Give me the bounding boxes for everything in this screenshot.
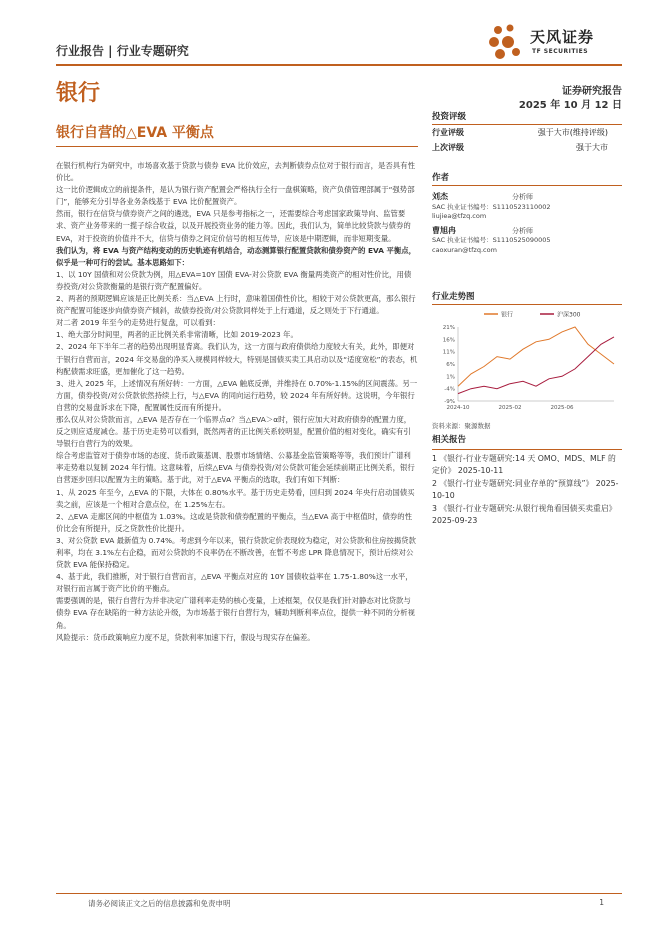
author-name: 刘杰 xyxy=(432,192,448,201)
breadcrumb: 行业报告 | 行业专题研究 xyxy=(56,44,189,58)
prev-rating-value: 强于大市 xyxy=(576,143,608,152)
legend-label: 银行 xyxy=(501,311,514,319)
x-tick-label: 2025-06 xyxy=(550,405,574,411)
risk-warning: 风险提示：货币政策响应力度不足，贷款利率加速下行，假设与现实存在偏差。 xyxy=(56,632,315,642)
logo-sub: TF SECURITIES xyxy=(532,48,589,55)
prev-rating-row xyxy=(432,140,622,155)
page-number: 1 xyxy=(599,898,604,907)
related-item[interactable]: 2 《银行-行业专题研究:同业存单的“预算线”》 2025-10-10 xyxy=(432,478,619,500)
paragraph: 在银行机构行为研究中，市场喜欢基于贷款与债券 EVA 比价效应，去判断债券点位对于银行而言，是否具有性价比。 xyxy=(56,161,415,183)
paragraph: 4、基于此，我们推断，对于银行自营而言，△EVA 平衡点对应的 10Y 国债收益率在 1.75-1.80%这一水平，对银行而言属于资产比价的平衡点。 xyxy=(56,572,413,594)
legend-label: 沪深300 xyxy=(557,311,581,319)
paragraph: 1、以 10Y 国债和对公贷款为例，用△EVA=10Y 国债 EVA-对公贷款 EVA 衡量两类资产的相对性价比，用债券投资/对公贷款衡量的是银行资产配置偏好。 xyxy=(56,269,412,291)
series-line xyxy=(458,337,614,394)
report-type: 证券研究报告 xyxy=(562,86,622,97)
body-text xyxy=(56,160,418,644)
author-email[interactable]: liujiea@tfzq.com xyxy=(432,212,487,220)
industry-rating-value: 强于大市(维持评级) xyxy=(537,128,608,137)
related-item[interactable]: 3 《银行-行业专题研究:从银行视角看国债买卖重启》 2025-09-23 xyxy=(432,503,617,525)
paragraph: 综合考虑监管对于债券市场的态度、货币政策基调、股票市场情绪、公募基金监管策略等等，我们预计广谱利率走势难以复制 2024 年行情。这意味着，后续△EVA 与债券投资/对公贷款可能会延续前期正比例关系，银行自营逐步回归以配置为主的策略。基于此，对于△EVA 平衡点的选取，我们有如下判断： xyxy=(56,451,415,485)
footer-rule xyxy=(56,893,622,894)
paragraph: 3、对公贷款 EVA 最新值为 0.74%。考虑到今年以来，银行贷款定价表现较为稳定，对公贷款和住房按揭贷款利率，均在 3.1%左右企稳，而对公贷款的不良率仍在不断改善，在暂不考虑 LPR 降息情况下，预计后续对公贷款 EVA 能保持稳定。 xyxy=(56,535,416,570)
author-block xyxy=(432,226,622,256)
paragraph: 2、△EVA 走廊区间的中枢值为 1.03%。这或是贷款和债券配置的平衡点，当△EVA 高于中枢值时，债券的性价比会有所提升，反之贷款性价比提升。 xyxy=(56,511,413,533)
author-cert: SAC 执业证书编号：S1110523110002 xyxy=(432,202,551,211)
paragraph: 这一比价逻辑成立的前提条件，是认为银行资产配置会严格执行全行一盘棋策略，资产负债管理部属于“强势部门”，能够充分引导各业务条线基于 EVA 比价配置资产。 xyxy=(56,185,415,207)
y-tick-label: 1% xyxy=(446,374,455,381)
y-tick-label: 16% xyxy=(442,337,455,344)
industry-rating-row xyxy=(432,125,622,140)
page-title: 银行自营的△EVA 平衡点 xyxy=(56,125,214,141)
trend-chart xyxy=(432,305,622,415)
author-role: 分析师 xyxy=(512,193,533,201)
author-block xyxy=(432,192,622,222)
paragraph: 2、两者的预期逻辑应该是正比例关系：当△EVA 上行时，意味着国债性价比，相较于对公贷款更高，那么银行资产配置可能逐步向债券资产倾斜，故债券投资/对公贷款同样处于上行通道，反之则处于下行通道。 xyxy=(56,294,416,316)
title-rule xyxy=(56,146,418,147)
author-role: 分析师 xyxy=(512,226,533,235)
footer-disclaimer: 请务必阅读正文之后的信息披露和免责申明 xyxy=(88,899,231,908)
invest-rating-header: 投资评级 xyxy=(432,110,622,125)
x-tick-label: 2024-10 xyxy=(446,405,470,411)
y-tick-label: 21% xyxy=(442,325,455,331)
sidebar xyxy=(432,110,622,255)
author-header: 作者 xyxy=(432,171,622,186)
paragraph: 对二者 2019 年至今的走势进行复盘，可以看到： xyxy=(56,318,220,328)
trend-chart-section xyxy=(432,290,622,430)
paragraph: 1、从 2025 年至今，△EVA 的下限，大体在 0.80%水平。基于历史走势看，回归到 2024 年央行启动国债买卖之前，应该是一个相对合意点位，在 1.25%左右。 xyxy=(56,487,415,509)
paragraph: 需要强调的是，银行自营行为并非决定广谱利率走势的核心变量，上述框架，仅仅是我们针对静态对比贷款与债券 EVA 存在缺陷的一种方法论升级，为市场基于银行自营行为，辅助判断利率点位，提供一种不同的分析视角。 xyxy=(56,596,415,630)
header-rule xyxy=(56,64,622,66)
series-line xyxy=(458,327,614,386)
y-tick-label: 11% xyxy=(442,349,455,356)
prev-rating-label: 上次评级 xyxy=(432,143,464,152)
industry-rating-label: 行业评级 xyxy=(432,128,464,137)
paragraph: 那么仅从对公贷款而言，△EVA 是否存在一个临界点α？当△EVA＞α时，银行应加大对政府债券的配置力度，反之则应适度减仓。基于历史走势可以看到，既然两者的正比例关系较明显，配置价值的相对变化，确实有引导银行自营行为的效果。 xyxy=(56,414,412,449)
y-tick-label: -4% xyxy=(444,386,455,393)
y-tick-label: -9% xyxy=(444,399,455,405)
industry-title: 银行 xyxy=(56,81,101,106)
author-cert: SAC 执业证书编号：S1110525090005 xyxy=(432,236,551,244)
paragraph: 我们认为，将 EVA 与资产结构变动的历史轨迹有机结合，动态测算银行配置贷款和债券资产的 EVA 平衡点，似乎是一种可行的尝试。基本思路如下： xyxy=(56,245,417,267)
chart-source: 资料来源：聚源数据 xyxy=(432,422,491,430)
related-reports xyxy=(432,434,622,528)
x-tick-label: 2025-02 xyxy=(498,405,522,411)
paragraph: 2、2024 年下半年二者的趋势出现明显背离。我们认为，这一方面与政府债供给力度较大有关，此外，即便对于银行自营而言，2024 年交易盘的净买入规模同样较大，特别是国债买卖工具启动以及“适度宽松”的表态，机构配债需求旺盛，更加催化了这一趋势。 xyxy=(56,342,418,376)
paragraph: 3、进入 2025 年，上述情况有所好转：一方面，△EVA 触底反弹，并维持在 0.70%-1.15%的区间震荡。另一方面，债券投资/对公贷款依然持续上行，与△EVA 的同向运行趋势，较 2024 年有所好转。这说明，今年银行自营的交易盘诉求在下降，配置属性反而有所提升。 xyxy=(56,378,418,412)
y-tick-label: 6% xyxy=(446,362,455,368)
trend-header: 行业走势图 xyxy=(432,290,622,305)
author-name: 曹旭冉 xyxy=(432,225,456,235)
author-email[interactable]: caoxuran@tfzq.com xyxy=(432,245,497,254)
related-item[interactable]: 1 《银行-行业专题研究:14 天 OMO、MDS、MLF 的定价》 2025-10-11 xyxy=(432,453,616,475)
paragraph: 然而，银行在信贷与债券资产之间的遴选，EVA 只是参考指标之一，还需要综合考虑国家政策导向、监管要求、资产业务带来的一揽子综合收益，以及开展投资业务的能力等。因此，我们认为，简单比较贷款与债券的 EVA，对于投资的价值并不大，信贷与债券之间定价信号的相互传导，应该是中期逻辑，而非短期变量。 xyxy=(56,209,411,243)
logo-name: 天风证券 xyxy=(530,28,595,46)
paragraph: 1、绝大部分时间里，两者的正比例关系非常清晰，比如 2019-2023 年。 xyxy=(56,330,298,340)
report-date: 2025 年 10 月 12 日 xyxy=(518,100,622,111)
related-header: 相关报告 xyxy=(432,434,622,450)
